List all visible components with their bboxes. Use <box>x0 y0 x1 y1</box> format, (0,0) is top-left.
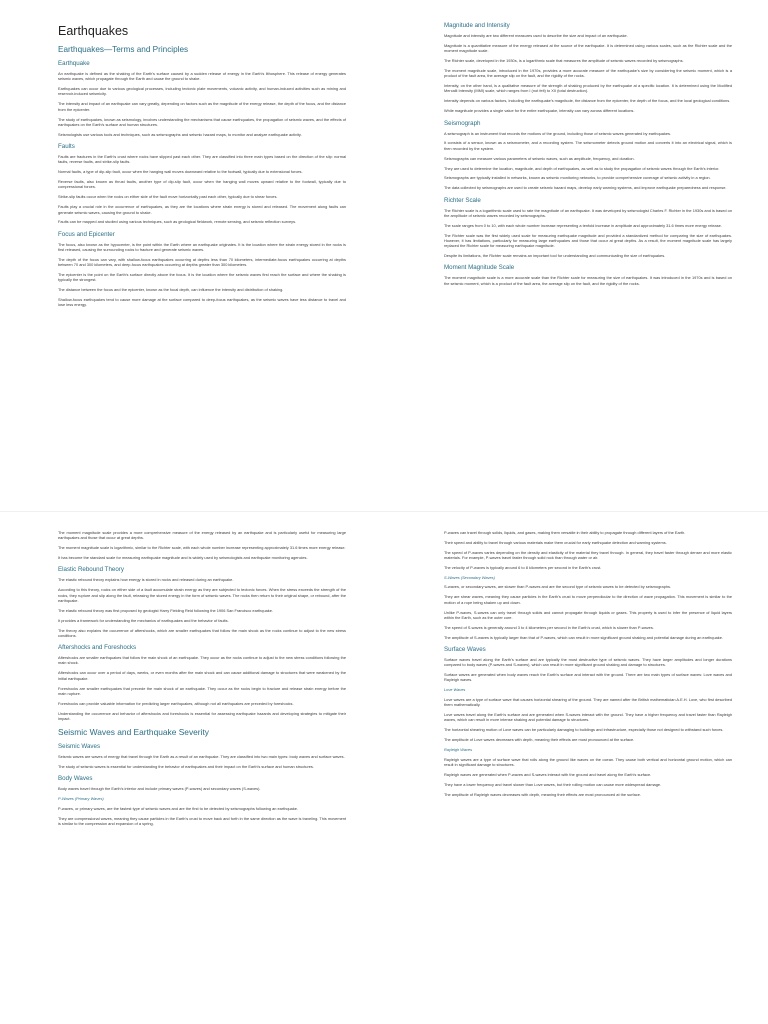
paragraph: The moment magnitude scale, introduced in the 1970s, provides a more accurate measure of the earthquake's size by considering the seismic moment, which is a product of the fault area, the average slip on the fault, and the rigidity of the rocks. <box>444 67 732 79</box>
paragraph: The distance between the focus and the epicenter, known as the focal depth, can influence the intensity and distribution of shaking. <box>58 287 284 293</box>
paragraph: They are compressional waves, meaning they cause particles in the Earth's crust to move back and forth in the same direction as the wave is traveling. This movement is similar to the compression and expansion of a spring. <box>58 815 346 827</box>
subheading-body-waves: Body Waves <box>58 775 93 783</box>
paragraph: Intensity, on the other hand, is a qualitative measure of the strength of shaking produced by the earthquake at a specific location. It is determined using the Modified Mercalli Intensity (MMI) scale, which ranges from I (not felt) to XII (total destruction). <box>444 83 732 94</box>
paragraph: The speed of S-waves is generally around 3 to 4 kilometers per second in the Earth's crust, which is slower than P-waves. <box>444 624 654 630</box>
subheading-elastic-rebound: Elastic Rebound Theory <box>58 566 124 574</box>
paragraph: The study of earthquakes, known as seismology, involves understanding the mechanisms that cause earthquakes, the propagation of seismic waves, and the effects of earthquakes on the Earth's surface and human structures. <box>58 116 346 127</box>
paragraph: The amplitude of S-waves is typically larger than that of P-waves, which can result in more significant ground shaking and potential damage during an earthquake. <box>444 634 723 640</box>
paragraph: The theory also explains the occurrence of aftershocks, which are smaller earthquakes that follow the main shock as the rocks continue to adjust to the new stress conditions. <box>58 627 346 638</box>
paragraph: Body waves travel through the Earth's interior and include primary waves (P-waves) and secondary waves (S-waves). <box>58 786 261 792</box>
paragraph: Magnitude is a quantitative measure of the energy released at the source of the earthquake. It is determined using various scales, such as the Richter scale and the moment magnitude scale. <box>444 42 732 54</box>
page-1 <box>0 0 384 512</box>
paragraph: The scale ranges from 0 to 10, with each whole number increase representing a tenfold increase in amplitude and approximately 31.6 times more energy release. <box>444 222 722 228</box>
paragraph: Faults play a crucial role in the occurrence of earthquakes, as they are the locations where strain energy is stored and released. The movement along faults can generate seismic waves, causing the ground to shake. <box>58 204 346 215</box>
paragraph: P-waves, or primary waves, are the fastest type of seismic waves and are the first to be detected by seismographs following an earthquake. <box>58 805 299 811</box>
paragraph: It has become the standard scale for measuring earthquake magnitude and is widely used by seismologists and earthquake monitoring agencies. <box>58 555 308 561</box>
paragraph: The depth of the focus can vary, with shallow-focus earthquakes occurring at depths less than 70 kilometers, intermediate-focus earthquakes occurring at depths between 70 and 300 kilometers, and deep-focus earthquakes occurring at depths greater than 300 kilometers. <box>58 256 346 268</box>
subheading-seismic-waves: Seismic Waves <box>58 743 101 751</box>
paragraph: The moment magnitude scale is a more accurate scale than the Richter scale for measuring the size of earthquakes. It was introduced in the 1970s and is based on the seismic moment, which is a product of the fault area, the average slip on the fault, and the rigidity of the rocks. <box>444 275 732 286</box>
section-heading-severity: Seismic Waves and Earthquake Severity <box>58 727 209 738</box>
paragraph: A seismograph is an instrument that records the motions of the ground, including those of seismic waves generated by earthquakes. <box>444 130 672 136</box>
paragraph: Unlike P-waves, S-waves can only travel through solids and cannot propagate through liquids or gases. This property is used to infer the presence of liquid layers within the Earth, such as the outer core. <box>444 609 732 620</box>
paragraph: Love waves are a type of surface wave that causes horizontal shearing of the ground. They are named after the British mathematician A.E.H. Love, who first described them mathematically. <box>444 696 732 708</box>
paragraph: Despite its limitations, the Richter scale remains an important tool for understanding and communicating the size of earthquakes. <box>444 253 666 259</box>
paragraph: The data collected by seismographs are used to create seismic hazard maps, develop early warning systems, and improve earthquake preparedness and response. <box>444 185 727 191</box>
subheading-focus-epicenter: Focus and Epicenter <box>58 230 115 238</box>
paragraph: Understanding the occurrence and behavior of aftershocks and foreshocks is essential for assessing earthquake hazards and developing strategies to mitigate their impact. <box>58 710 346 721</box>
paragraph: The speed of P-waves varies depending on the density and elasticity of the material they travel through. In general, they travel faster through denser and more elastic materials. For example, P-waves travel faster through solid rock than through water or air. <box>444 549 732 561</box>
paragraph: Aftershocks are smaller earthquakes that follow the main shock of an earthquake. They occur as the rocks continue to adjust to the new stress conditions following the main shock. <box>58 655 346 666</box>
paragraph: The focus, also known as the hypocenter, is the point within the Earth where an earthquake originates. It is the location where the strain energy stored in the rocks is first released, causing the surrounding rocks to fracture and generate seismic waves. <box>58 241 346 252</box>
paragraph: The Richter scale is a logarithmic scale used to rate the magnitude of an earthquake. It was developed by seismologist Charles F. Richter in the 1930s and is based on the amplitude of seismic waves recorded by seismographs. <box>444 207 732 218</box>
subheading-richter-scale: Richter Scale <box>444 196 481 204</box>
paragraph: Rayleigh waves are a type of surface wave that rolls along the ground like waves on the ocean. They cause both vertical and horizontal ground motion, which can result in significant damage to structures. <box>444 756 732 767</box>
paragraph: Strike-slip faults occur when the rocks on either side of the fault move horizontally past each other, typically due to shear forces. <box>58 194 278 200</box>
paragraph: The intensity and impact of an earthquake can vary greatly, depending on factors such as the magnitude of the energy release, the depth of the focus, and the distance from the epicenter. <box>58 101 346 112</box>
subheading-moment-magnitude: Moment Magnitude Scale <box>444 264 515 272</box>
paragraph: The velocity of P-waves is typically around 6 to 8 kilometers per second in the Earth's crust. <box>444 564 602 570</box>
subheading-earthquake: Earthquake <box>58 60 90 67</box>
paragraph: They are shear waves, meaning they cause particles in the Earth's crust to move perpendicular to the direction of wave propagation. This movement is similar to the motion of a rope being shaken up and down. <box>444 594 732 605</box>
label-p-waves: P-Waves (Primary Waves) <box>58 796 104 802</box>
paragraph: The elastic rebound theory explains how energy is stored in rocks and released during an earthquake. <box>58 577 234 583</box>
paragraph: Shallow-focus earthquakes tend to cause more damage at the surface compared to deep-focus earthquakes, as the seismic waves have less distance to travel and lose less energy. <box>58 297 346 308</box>
document-title: Earthquakes <box>58 24 129 38</box>
page-2 <box>384 0 768 512</box>
paragraph: While magnitude provides a single value for the entire earthquake, intensity can vary across different locations. <box>444 108 635 114</box>
paragraph: The amplitude of Love waves decreases with depth, meaning their effects are most pronounced at the surface. <box>444 737 635 743</box>
paragraph: The moment magnitude scale provides a more comprehensive measure of the energy released by an earthquake and is particularly useful for measuring large earthquakes and those that occur at great depths. <box>58 530 346 541</box>
label-s-waves: S-Waves (Secondary Waves) <box>444 574 495 580</box>
page-4 <box>384 512 768 1024</box>
paragraph: The Richter scale was the first widely used scale for measuring earthquake magnitude and provided a standardized method for comparing the size of earthquakes. However, it has limitations, particularly for measuring large earthquakes and those that occur at great depths. As a result, the moment magnitude scale has largely replaced the Richter scale for measuring earthquake magnitude. <box>444 232 732 249</box>
paragraph: The epicenter is the point on the Earth's surface directly above the focus. It is the location where the seismic waves first reach the surface and where the shaking is typically the strongest. <box>58 272 346 283</box>
section-heading-terms: Earthquakes—Terms and Principles <box>58 45 189 54</box>
paragraph: P-waves can travel through solids, liquids, and gases, making them versatile in their ability to propagate through different layers of the Earth. <box>444 530 686 535</box>
paragraph: Earthquakes can occur due to various geological processes, including tectonic plate movements, volcanic activity, and human-induced activities such as mining and reservoir-induced seismicity. <box>58 86 346 97</box>
subheading-aftershocks: Aftershocks and Foreshocks <box>58 644 137 652</box>
paragraph: Surface waves are generated when body waves reach the Earth's surface and interact with the ground. There are two main types of surface waves: Love waves and Rayleigh waves. <box>444 672 732 683</box>
paragraph: The amplitude of Rayleigh waves decreases with depth, meaning their effects are most pronounced at the surface. <box>444 791 641 797</box>
paragraph: Seismographs can measure various parameters of seismic waves, such as amplitude, frequency, and duration. <box>444 155 635 161</box>
paragraph: According to this theory, rocks on either side of a fault accumulate strain energy as they are subjected to tectonic forces. When the stress exceeds the strength of the rocks, they rupture and slip along the fault, releasing the stored energy in the form of seismic waves. The rocks then return to their original shape, or rebound, after the earthquake. <box>58 587 346 603</box>
paragraph: S-waves, or secondary waves, are slower than P-waves and are the second type of seismic waves to be detected by seismographs. <box>444 584 672 590</box>
subheading-faults: Faults <box>58 143 75 151</box>
paragraph: Reverse faults, also known as thrust faults, another type of dip-slip fault, occur when the hanging wall moves upward relative to the footwall, typically due to compressional forces. <box>58 179 346 190</box>
paragraph: Intensity depends on various factors, including the earthquake's magnitude, the distance from the epicenter, the depth of the focus, and the local geological conditions. <box>444 98 731 104</box>
subheading-surface-waves: Surface Waves <box>444 645 486 653</box>
page-3 <box>0 512 384 1024</box>
paragraph: Their speed and ability to travel through various materials make them crucial for early earthquake detection and warning systems. <box>444 539 667 545</box>
label-love-waves: Love Waves <box>444 687 466 693</box>
paragraph: An earthquake is defined as the shaking of the Earth's surface caused by a sudden release of energy in the Earth's lithosphere. This release of energy generates seismic waves, which propagate through the Earth and cause the ground to shake. <box>58 71 346 82</box>
paragraph: They are used to determine the location, magnitude, and depth of earthquakes, as well as to study the propagation of seismic waves through the Earth's interior. <box>444 165 720 171</box>
paragraph: It provides a framework for understanding the mechanics of earthquakes and the behavior of faults. <box>58 617 229 623</box>
paragraph: The study of seismic waves is essential for understanding the behavior of earthquakes and their impact on the Earth's surface and human structures. <box>58 764 314 770</box>
subheading-seismograph: Seismograph <box>444 119 481 127</box>
paragraph: The moment magnitude scale is logarithmic, similar to the Richter scale, with each whole number increase representing approximately 31.6 times more energy release. <box>58 545 346 551</box>
paragraph: Foreshocks are smaller earthquakes that precede the main shock of an earthquake. They occur as the rocks begin to fracture and release strain energy before the main rupture. <box>58 685 346 696</box>
paragraph: Magnitude and intensity are two different measures used to describe the size and impact of an earthquake. <box>444 33 628 38</box>
paragraph: Seismologists use various tools and techniques, such as seismographs and seismic hazard maps, to monitor and analyze earthquake activity. <box>58 131 302 137</box>
paragraph: Surface waves travel along the Earth's surface and are typically the most destructive type of seismic waves. They have larger amplitudes and longer durations compared to body waves (P-waves and S-waves), which can result in more significant ground shaking and damage to structures. <box>444 656 732 668</box>
subheading-magnitude-intensity: Magnitude and Intensity <box>444 22 510 29</box>
paragraph: It consists of a sensor, known as a seismometer, and a recording system. The seismometer detects ground motion and converts it into an electrical signal, which is then recorded by the system. <box>444 140 732 151</box>
paragraph: They have a lower frequency and travel slower than Love waves, but their rolling motion can cause more widespread damage. <box>444 781 662 787</box>
paragraph: Rayleigh waves are generated when P-waves and S-waves interact with the ground and travel along the Earth's surface. <box>444 771 652 777</box>
paragraph: Seismic waves are waves of energy that travel through the Earth as a result of an earthquake. They are classified into two main types: body waves and surface waves. <box>58 754 345 760</box>
paragraph: The elastic rebound theory was first proposed by geologist Harry Fielding Reid following the 1906 San Francisco earthquake. <box>58 607 273 613</box>
label-rayleigh-waves: Rayleigh Waves <box>444 747 473 753</box>
paragraph: Foreshocks can provide valuable information for predicting larger earthquakes, although not all earthquakes are preceded by foreshocks. <box>58 700 294 706</box>
paragraph: Love waves travel along the Earth's surface and are generated when S-waves interact with the ground. They have a higher frequency and travel faster than Rayleigh waves, which can result in more intense shaking and potential damage to structures. <box>444 712 732 723</box>
paragraph: Faults are fractures in the Earth's crust where rocks have slipped past each other. They are classified into three main types based on the direction of the slip: normal faults, reverse faults, and strike-slip faults. <box>58 154 346 165</box>
paragraph: Aftershocks can occur over a period of days, weeks, or even months after the main shock and can cause additional damage to structures that were weakened by the initial earthquake. <box>58 670 346 681</box>
paragraph: Normal faults, a type of dip-slip fault, occur when the hanging wall moves downward relative to the footwall, typically due to extensional forces. <box>58 169 303 175</box>
paragraph: Seismographs are typically installed in networks, known as seismic monitoring networks, to provide comprehensive coverage of seismic activity in a region. <box>444 175 711 181</box>
paragraph: The horizontal shearing motion of Love waves can be particularly damaging to buildings and infrastructure, especially those not designed to withstand such forces. <box>444 727 724 733</box>
paragraph: Faults can be mapped and studied using various techniques, such as geological fieldwork, remote sensing, and seismic reflection surveys. <box>58 219 297 225</box>
paragraph: The Richter scale, developed in the 1930s, is a logarithmic scale that measures the amplitude of seismic waves recorded by seismographs. <box>444 58 684 64</box>
